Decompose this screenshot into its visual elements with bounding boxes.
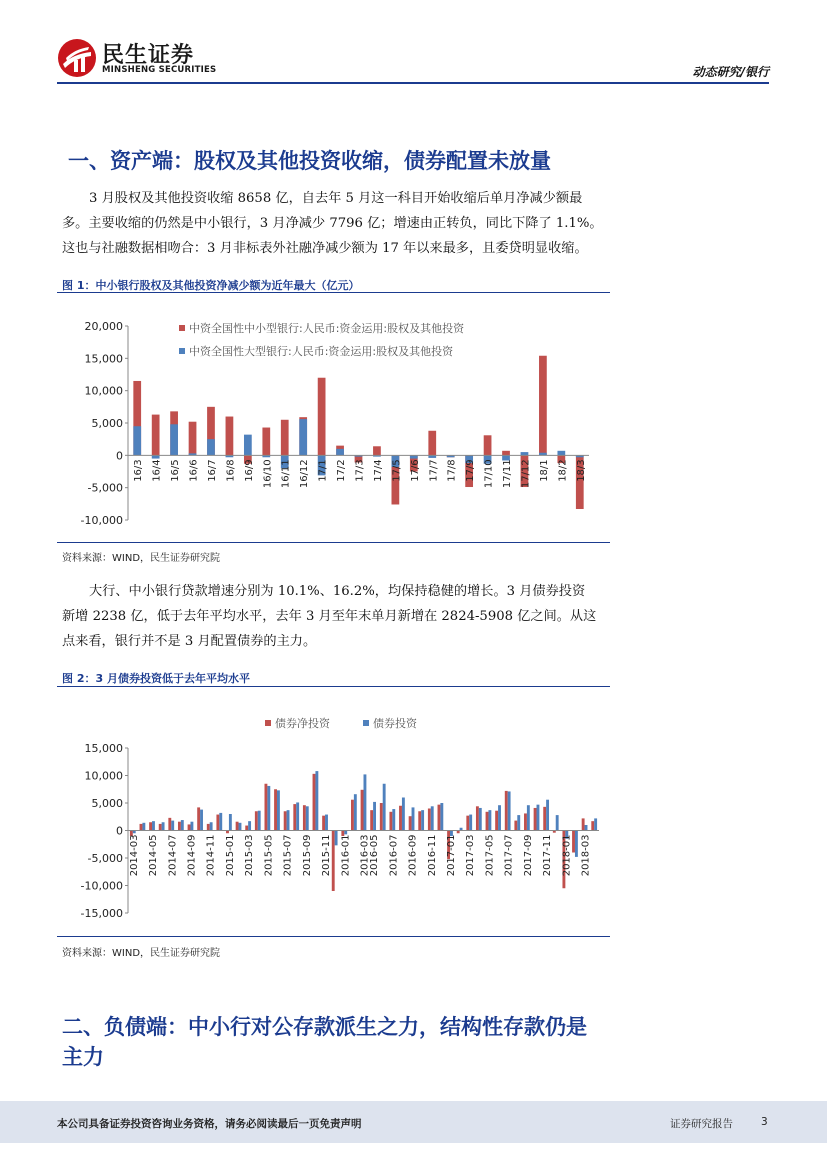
- bar-series-2: [421, 810, 424, 830]
- bar-series-1: [318, 378, 326, 456]
- bar-series-2: [412, 807, 415, 830]
- bar-series-2: [171, 821, 174, 831]
- x-tick-label: 16/10: [262, 459, 274, 489]
- x-tick-label: 17/12: [520, 459, 532, 489]
- bar-series-1: [293, 804, 296, 830]
- bar-series-1: [264, 784, 267, 831]
- bar-series-1: [189, 422, 197, 456]
- bar-series-2: [239, 823, 242, 831]
- bar-series-1: [332, 831, 335, 892]
- bar-series-2: [335, 831, 338, 846]
- legend-swatch: [265, 720, 271, 726]
- bar-series-2: [210, 822, 213, 830]
- x-tick-label: 2016-11: [426, 834, 438, 877]
- bar-series-2: [133, 426, 141, 455]
- bar-series-1: [476, 806, 479, 830]
- legend-label: 债券净投资: [275, 717, 330, 730]
- bar-series-2: [546, 800, 549, 831]
- bar-series-1: [274, 789, 277, 830]
- x-tick-label: 16/3: [133, 459, 145, 482]
- y-tick-label: 20,000: [84, 320, 123, 333]
- x-tick-label: 2015-01: [224, 834, 236, 877]
- x-tick-label: 16/7: [206, 459, 218, 482]
- figure-1-source: 资料来源：WIND，民生证券研究院: [62, 553, 221, 564]
- bar-series-2: [306, 806, 309, 830]
- bar-series-2: [498, 805, 501, 830]
- bar-series-1: [351, 800, 354, 831]
- x-tick-label: 2018-01: [561, 834, 573, 877]
- x-tick-label: 2017-01: [446, 834, 458, 877]
- figure-1-top-rule: [57, 292, 610, 293]
- x-tick-label: 2017-05: [484, 834, 496, 877]
- legend-label: 中资全国性中小型银行:人民币:资金运用:股权及其他投资: [189, 322, 465, 335]
- x-tick-label: 16/9: [243, 459, 255, 482]
- paragraph-line: 多。主要收缩的仍然是中小银行，3 月净减少 7796 亿；增速由正转负，同比下降了 1.1%。: [62, 216, 603, 231]
- bar-series-1: [159, 824, 162, 831]
- bar-series-2: [229, 814, 232, 831]
- y-tick-label: -5,000: [87, 852, 123, 865]
- x-tick-label: 16/8: [225, 459, 237, 482]
- bar-series-2: [181, 820, 184, 830]
- x-tick-label: 16/6: [188, 459, 200, 482]
- bar-series-1: [303, 805, 306, 830]
- bar-series-1: [505, 791, 508, 831]
- bar-series-1: [152, 415, 160, 456]
- legend-label: 中资全国性大型银行:人民币:资金运用:股权及其他投资: [189, 345, 454, 358]
- bar-series-1: [313, 774, 316, 831]
- figure-1-title: 图 1：中小银行股权及其他投资净减少额为近年最大（亿元）: [62, 279, 360, 292]
- y-tick-label: 15,000: [84, 352, 123, 366]
- paragraph-2: [62, 579, 772, 654]
- header: [0, 0, 827, 90]
- section-2-title-line: 主力: [62, 1044, 104, 1069]
- bar-series-2: [488, 810, 491, 830]
- bar-series-1: [262, 428, 270, 456]
- bar-series-2: [296, 802, 299, 830]
- figure-2-title: 图 2：3 月债券投资低于去年平均水平: [62, 672, 250, 685]
- x-tick-label: 17/9: [465, 459, 477, 482]
- bar-series-1: [380, 803, 383, 831]
- bar-series-1: [226, 417, 234, 456]
- bar-series-1: [514, 821, 517, 831]
- bar-series-1: [409, 816, 412, 830]
- report-type: 动态研究/银行: [692, 65, 769, 79]
- bar-series-2: [200, 810, 203, 831]
- x-tick-label: 17/4: [372, 459, 384, 482]
- x-tick-label: 2016-01: [340, 834, 352, 877]
- legend-swatch: [179, 325, 185, 331]
- x-tick-label: 2015-09: [301, 834, 313, 877]
- bar-series-1: [197, 807, 200, 830]
- bar-series-2: [354, 794, 357, 830]
- bar-series-2: [517, 815, 520, 830]
- bar-series-2: [299, 419, 307, 455]
- x-tick-label: 2014-07: [167, 834, 179, 877]
- bar-series-2: [557, 451, 565, 456]
- x-tick-label: 17/7: [428, 459, 440, 482]
- footer: [0, 1101, 827, 1143]
- bar-series-1: [543, 807, 546, 831]
- bar-series-2: [207, 439, 215, 455]
- x-tick-label: 2015-05: [263, 834, 275, 877]
- x-tick-label: 2016-09: [407, 834, 419, 877]
- y-tick-label: -5,000: [87, 481, 123, 495]
- section-1-title: 一、资产端：股权及其他投资收缩，债券配置未放量: [68, 148, 551, 173]
- bar-series-2: [287, 810, 290, 830]
- bar-series-2: [537, 805, 540, 831]
- bar-series-2: [440, 803, 443, 831]
- bar-series-1: [168, 818, 171, 831]
- bar-series-2: [325, 815, 328, 831]
- bar-series-2: [336, 449, 344, 455]
- x-tick-label: 17/10: [483, 459, 495, 489]
- figure-1-chart: [57, 296, 610, 542]
- bar-series-1: [428, 809, 431, 831]
- x-tick-label: 17/6: [409, 459, 421, 482]
- bar-series-1: [484, 435, 492, 455]
- page-number: 3: [761, 1116, 768, 1128]
- x-tick-label: 16/4: [151, 459, 163, 482]
- x-tick-label: 2018-03: [580, 834, 592, 877]
- x-tick-label: 18/3: [575, 459, 587, 482]
- bar-series-1: [149, 822, 152, 830]
- bar-series-2: [258, 811, 261, 831]
- y-tick-label: 0: [116, 824, 123, 838]
- bar-series-2: [162, 822, 165, 830]
- bar-series-1: [438, 805, 441, 831]
- x-tick-label: 16/12: [299, 459, 311, 489]
- bar-series-1: [418, 811, 421, 830]
- x-tick-label: 2014-11: [205, 834, 217, 877]
- figure-2-bottom-rule: [57, 936, 610, 937]
- bar-series-1: [284, 811, 287, 830]
- x-tick-label: 2014-05: [148, 834, 160, 877]
- paragraph-line: 点来看，银行并不是 3 月配置债券的主力。: [62, 634, 317, 649]
- bar-series-2: [373, 802, 376, 831]
- x-tick-label: 17/8: [446, 459, 458, 482]
- x-tick-label: 2014-03: [128, 834, 140, 877]
- bar-series-1: [495, 811, 498, 831]
- y-tick-label: 5,000: [91, 797, 123, 810]
- bar-series-2: [402, 798, 405, 831]
- footer-disclaimer: 本公司具备证券投资咨询业务资格，请务必阅读最后一页免责声明: [57, 1118, 362, 1130]
- bar-series-2: [190, 822, 193, 831]
- bar-series-2: [383, 784, 386, 831]
- bar-series-2: [594, 818, 597, 830]
- bar-series-1: [370, 810, 373, 830]
- bar-series-2: [479, 808, 482, 831]
- bar-series-2: [244, 435, 252, 456]
- x-tick-label: 16/5: [170, 459, 182, 482]
- bar-series-2: [219, 813, 222, 831]
- bar-series-2: [575, 831, 578, 857]
- bar-series-2: [344, 831, 347, 835]
- bar-series-2: [364, 774, 367, 830]
- legend-swatch: [363, 720, 369, 726]
- y-tick-label: 15,000: [84, 742, 123, 755]
- brand-name-en: MINSHENG SECURITIES: [102, 65, 217, 75]
- bar-series-2: [527, 805, 530, 830]
- bar-series-1: [582, 818, 585, 830]
- bar-series-2: [508, 791, 511, 830]
- bar-series-1: [399, 806, 402, 831]
- x-tick-label: 2016-05: [369, 834, 381, 877]
- figure-1-bottom-rule: [57, 542, 610, 543]
- y-tick-label: -15,000: [80, 907, 123, 920]
- brand-logo-icon: [57, 38, 97, 78]
- bar-series-1: [591, 821, 594, 830]
- bar-series-1: [373, 446, 381, 455]
- bar-series-2: [556, 815, 559, 830]
- figure-2-source: 资料来源：WIND，民生证券研究院: [62, 948, 221, 959]
- bar-series-1: [236, 822, 239, 831]
- bar-series-1: [140, 824, 143, 831]
- bar-series-1: [502, 451, 510, 456]
- paragraph-line: 这也与社融数据相吻合：3 月非标表外社融净减少额为 17 年以来最多，且委贷明显收缩。: [62, 241, 588, 256]
- x-tick-label: 18/2: [557, 459, 569, 482]
- bar-series-2: [170, 424, 178, 455]
- x-tick-label: 17/3: [354, 459, 366, 482]
- bar-series-1: [524, 813, 527, 830]
- x-tick-label: 2017-09: [522, 834, 534, 877]
- paragraph-line: 新增 2238 亿，低于去年平均水平，去年 3 月至年末单月新增在 2824-5908 亿之间。从这: [62, 609, 597, 624]
- bar-series-1: [389, 812, 392, 831]
- paragraph-line: 大行、中小银行贷款增速分别为 10.1%、16.2%，均保持稳健的增长。3 月债券投资: [89, 584, 586, 599]
- bar-series-2: [267, 786, 270, 831]
- x-tick-label: 17/2: [336, 459, 348, 482]
- bar-series-1: [539, 356, 547, 456]
- x-tick-label: 2015-07: [282, 834, 294, 877]
- x-tick-label: 17/11: [502, 459, 514, 489]
- y-tick-label: 0: [116, 449, 123, 463]
- paragraph-line: 3 月股权及其他投资收缩 8658 亿，自去年 5 月这一科目开始收缩后单月净减少额最: [89, 191, 583, 206]
- section-1-paragraph: [62, 186, 772, 261]
- y-tick-label: -10,000: [80, 514, 123, 527]
- y-tick-label: -10,000: [80, 879, 123, 893]
- x-tick-label: 2017-11: [542, 834, 554, 877]
- bar-series-2: [392, 809, 395, 830]
- bar-series-1: [572, 831, 575, 853]
- bar-series-1: [428, 431, 436, 456]
- figure-2-chart: [57, 690, 610, 936]
- bar-series-2: [152, 821, 155, 830]
- x-tick-label: 2017-07: [503, 834, 515, 877]
- x-tick-label: 2017-03: [465, 834, 477, 877]
- bar-series-1: [207, 824, 210, 831]
- bar-series-1: [322, 816, 325, 831]
- y-tick-label: 10,000: [84, 384, 123, 398]
- bar-series-1: [255, 811, 258, 830]
- bar-series-1: [361, 790, 364, 831]
- header-divider: [57, 82, 769, 84]
- bar-series-2: [469, 815, 472, 831]
- bar-series-2: [248, 821, 251, 830]
- x-tick-label: 18/1: [538, 459, 550, 482]
- section-2-title-line: 二、负债端：中小行对公存款派生之力，结构性存款仍是: [62, 1014, 587, 1039]
- x-tick-label: 2015-11: [321, 834, 333, 877]
- legend-swatch: [179, 348, 185, 354]
- x-tick-label: 17/5: [391, 459, 403, 482]
- y-tick-label: 5,000: [91, 417, 123, 430]
- bar-series-1: [216, 815, 219, 831]
- x-tick-label: 16/11: [280, 459, 292, 489]
- bar-series-2: [585, 825, 588, 831]
- bar-series-2: [431, 806, 434, 830]
- y-tick-label: 10,000: [84, 769, 123, 783]
- section-2-title: [62, 1012, 587, 1072]
- x-tick-label: 2014-09: [186, 834, 198, 877]
- x-tick-label: 17/1: [317, 459, 329, 482]
- bar-series-1: [281, 420, 289, 456]
- figure-2-top-rule: [57, 686, 610, 687]
- bar-series-1: [486, 812, 489, 831]
- bar-series-1: [188, 824, 191, 830]
- bar-series-1: [534, 808, 537, 831]
- bar-series-2: [142, 823, 145, 831]
- bar-series-1: [245, 826, 248, 831]
- footer-label: 证券研究报告: [670, 1118, 733, 1130]
- brand-name-cn: 民生证券: [102, 43, 195, 68]
- bar-series-1: [178, 822, 181, 831]
- legend-label: 债券投资: [373, 717, 417, 730]
- x-tick-label: 2015-03: [244, 834, 256, 877]
- x-tick-label: 2016-07: [388, 834, 400, 877]
- bar-series-1: [466, 816, 469, 831]
- bar-series-2: [315, 771, 318, 830]
- x-tick-label: 2016-03: [359, 834, 371, 877]
- bar-series-2: [277, 790, 280, 830]
